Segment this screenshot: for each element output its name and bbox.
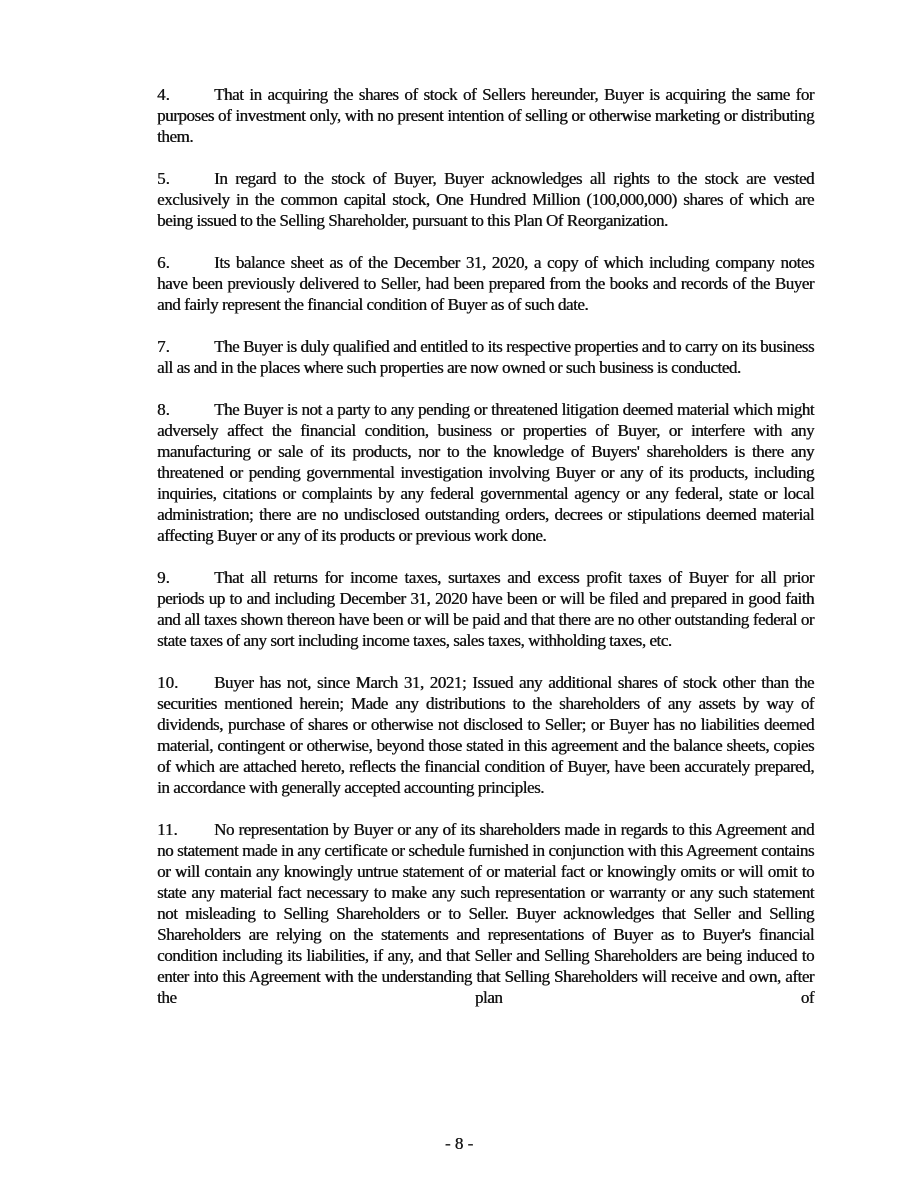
paragraph-7 xyxy=(157,336,814,378)
paragraph-number: 8. xyxy=(157,400,170,419)
paragraph-number: 4. xyxy=(157,85,170,104)
paragraph-11 xyxy=(157,819,814,1008)
paragraph-text: Buyer has not, since March 31, 2021; Issued any additional shares of stock other than the securities mentioned herein; Made any distributions to the shareholders of any assets by way of dividends, purchase of shares or otherwise not disclosed to Seller; or Buyer has no liabilities deemed material, contingent or otherwise, beyond those stated in this agreement and the balance sheets, copies of which are attached hereto, reflects the financial condition of Buyer, have been accurately prepared, in accordance with generally accepted accounting principles. xyxy=(157,673,814,797)
paragraph-number: 9. xyxy=(157,568,170,587)
paragraph-number: 10. xyxy=(157,673,179,692)
paragraph-6 xyxy=(157,252,814,315)
paragraph-4 xyxy=(157,84,814,147)
paragraph-text: Its balance sheet as of the December 31, 2020, a copy of which including company notes have been previously delivered to Seller, had been prepared from the books and records of the Buyer and fairly represent the financial condition of Buyer as of such date. xyxy=(157,253,814,314)
paragraph-number: 11. xyxy=(157,820,178,839)
paragraph-text: The Buyer is duly qualified and entitled to its respective properties and to carry on its business all as and in the places where such properties are now owned or such business is conducted. xyxy=(157,337,814,377)
paragraph-text: That in acquiring the shares of stock of Sellers hereunder, Buyer is acquiring the same for purposes of investment only, with no present intention of selling or otherwise marketing or distributing them. xyxy=(157,85,814,146)
paragraph-text: The Buyer is not a party to any pending or threatened litigation deemed material which might adversely affect the financial condition, business or properties of Buyer, or interfere with any manufacturing or sale of its products, nor to the knowledge of Buyers' shareholders is there any threatened or pending governmental investigation involving Buyer or any of its products, including inquiries, citations or complaints by any federal governmental agency or any federal, state or local administration; there are no undisclosed outstanding orders, decrees or stipulations deemed material affecting Buyer or any of its products or previous work done. xyxy=(157,400,814,545)
page-number: - 8 - xyxy=(444,1134,474,1153)
paragraph-9 xyxy=(157,567,814,651)
paragraph-8 xyxy=(157,399,814,546)
paragraph-number: 5. xyxy=(157,169,170,188)
paragraph-number: 7. xyxy=(157,337,170,356)
paragraph-10 xyxy=(157,672,814,798)
paragraph-text: No representation by Buyer or any of its shareholders made in regards to this Agreement and no statement made in any certificate or schedule furnished in conjunction with this Agreement contains or will contain any knowingly untrue statement of or material fact or knowingly omits or will omit to state any material fact necessary to make any such representation or warranty or any such statement not misleading to Selling Shareholders or to Seller. Buyer acknowledges that Seller and Selling Shareholders are relying on the statements and representations of Buyer as to Buyer's financial condition including its liabilities, if any, and that Seller and Selling Shareholders are being induced to enter into this Agreement with the understanding that Selling Shareholders will receive and own, after the plan of xyxy=(157,820,814,1007)
paragraph-text: That all returns for income taxes, surtaxes and excess profit taxes of Buyer for all prior periods up to and including December 31, 2020 have been or will be filed and prepared in good faith and all taxes shown thereon have been or will be paid and that there are no other outstanding federal or state taxes of any sort including income taxes, sales taxes, withholding taxes, etc. xyxy=(157,568,814,650)
document-body xyxy=(157,84,814,1008)
paragraph-5 xyxy=(157,168,814,231)
page-footer xyxy=(0,1133,918,1154)
paragraph-text: In regard to the stock of Buyer, Buyer acknowledges all rights to the stock are vested exclusively in the common capital stock, One Hundred Million (100,000,000) shares of which are being issued to the Selling Shareholder, pursuant to this Plan Of Reorganization. xyxy=(157,169,814,230)
paragraph-number: 6. xyxy=(157,253,170,272)
